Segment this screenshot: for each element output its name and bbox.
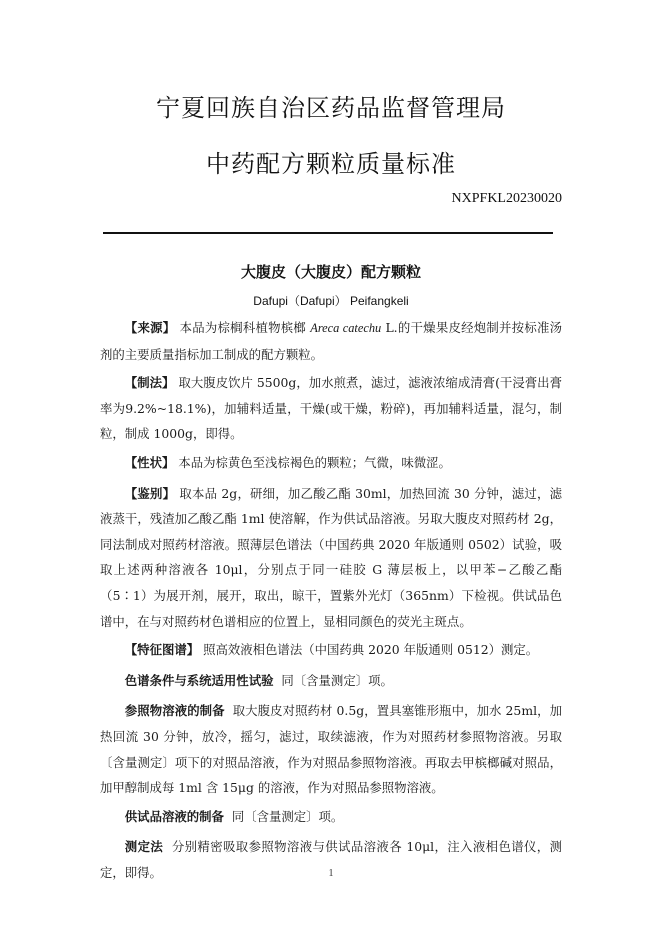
standard-title: 中药配方颗粒质量标准 — [206, 150, 456, 178]
section-text: 本品为棕黄色至浅棕褐色的颗粒；气微，味微涩。 — [178, 454, 451, 470]
product-pinyin: Dafupi（Dafupi） Peifangkeli — [253, 294, 409, 308]
section-text: 取大腹皮饮片 5500g，加水煎煮，滤过，滤液浓缩成清膏(干浸膏出膏率为9.2%~18.1%)，加辅料适量，干燥(或干燥，粉碎)，再加辅料适量，混匀，制粒，制成 1000g，即得。 — [100, 375, 562, 442]
section-reference-solution — [100, 698, 562, 800]
header-divider — [103, 232, 553, 234]
section-label: 【制法】 — [124, 375, 175, 391]
section-text: L.的干燥果皮经炮制并按标准汤剂的主要质量指标加工制成的配方颗粒。 — [100, 320, 563, 362]
latin-name: Areca catechu — [310, 321, 382, 335]
section-identification — [100, 481, 562, 635]
section-label: 色谱条件与系统适用性试验 — [124, 672, 274, 688]
section-label: 【性状】 — [124, 454, 175, 470]
section-text: 同〔含量测定〕项。 — [281, 672, 393, 688]
section-preparation — [100, 370, 562, 447]
organization-title: 宁夏回族自治区药品监督管理局 — [156, 94, 506, 122]
product-name: 大腹皮（大腹皮）配方颗粒 — [240, 263, 421, 281]
section-label: 供试品溶液的制备 — [124, 808, 224, 824]
section-text: 同〔含量测定〕项。 — [231, 808, 344, 824]
section-text: 分别精密吸取参照物溶液与供试品溶液各 10μl，注入液相色谱仪，测定，即得。 — [100, 839, 562, 880]
section-label: 【来源】 — [124, 320, 176, 335]
page-number: 1 — [328, 868, 334, 879]
section-fingerprint — [100, 637, 562, 663]
section-source — [100, 315, 562, 367]
section-text: 照高效液相色谱法（中国药典 2020 年版通则 0512）测定。 — [203, 642, 539, 658]
document-body — [100, 315, 562, 890]
section-chromatographic — [100, 668, 562, 694]
section-label: 参照物溶液的制备 — [124, 703, 225, 719]
section-text: 本品为棕榈科植物槟榔 — [179, 320, 311, 335]
section-text: 取大腹皮对照药材 0.5g，置具塞锥形瓶中，加水 25ml，加热回流 30 分钟，放冷，摇匀，滤过，取续滤液，作为对照药材参照物溶液。另取〔含量测定〕项下的对照品溶液，作为对照品参照物溶液。再取去甲槟榔碱对照品，加甲醇制成每 1ml 含 15μg 的溶液，作为对照品参照物溶液。 — [100, 703, 562, 796]
section-label: 测定法 — [124, 839, 164, 855]
section-text: 取本品 2g，研细，加乙酸乙酯 30ml，加热回流 30 分钟，滤过，滤液蒸干，残渣加乙酸乙酯 1ml 使溶解，作为供试品溶液。另取大腹皮对照药材 2g，同法制成对照药材溶液。照薄层色谱法（中国药典 2020 年版通则 0502）试验，吸取上述两种溶液各 10μl，分别点于同一硅胶 G 薄层板上，以甲苯−乙酸乙酯（5∶1）为展开剂，展开，取出，晾干，置紫外光灯（365nm）下检视。供试品色谱中，在与对照药材色谱相应的位置上，显相同颜色的荧光主斑点。 — [100, 485, 562, 629]
section-label: 【鉴别】 — [124, 485, 176, 501]
section-character — [100, 450, 562, 476]
section-test-solution — [100, 804, 562, 830]
section-label: 【特征图谱】 — [124, 642, 200, 658]
document-code: NXPFKL20230020 — [451, 191, 562, 206]
